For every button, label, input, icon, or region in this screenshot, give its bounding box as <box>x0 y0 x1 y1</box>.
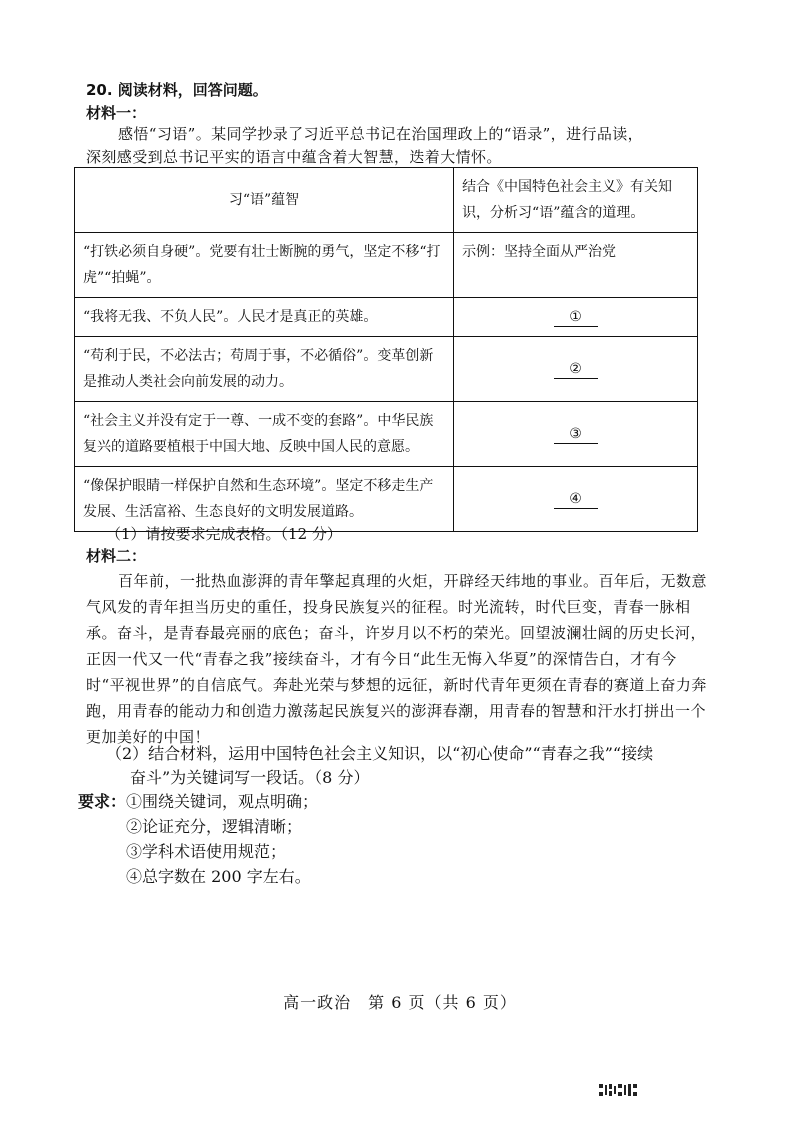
barcode-icon <box>598 1083 638 1097</box>
material2-label: 材料二： <box>86 547 147 565</box>
requirements-label: 要求： <box>78 792 127 811</box>
material1-intro-line1: 感悟“习语”。某同学抄录了习近平总书记在治国理政上的“语录”，进行品读， <box>118 125 644 143</box>
requirement-item: ④总字数在 200 字左右。 <box>126 867 311 886</box>
requirement-item: ③学科术语使用规范； <box>126 842 287 861</box>
table-cell-answer-blank <box>454 337 698 402</box>
material2-paragraph: 百年前，一批热血澎湃的青年擎起真理的火炬，开辟经天纬地的事业。百年后，无数意气风发的青年担当历史的重任，投身民族复兴的征程。时光流转，时代巨变，青春一脉相承。奋斗，是青春最亮丽的底色；奋斗，许岁月以不朽的荣光。回望波澜壮阔的历史长河，正因一代又一代“青春之我”接续奋斗，才有今日“此生无悔入华夏”的深情告白，才有今时“平视世界”的自信底气。奔赴光荣与梦想的远征，新时代青年更须在青春的赛道上奋力奔跑，用青春的能动力和创造力激荡起民族复兴的澎湃春潮，用青春的智慧和汗水打拼出一个更加美好的中国！ <box>86 572 708 746</box>
table-header-row <box>75 168 698 233</box>
answer-blank-1: ① <box>554 308 598 327</box>
answer-blank-3: ③ <box>554 425 598 444</box>
table-row <box>75 233 698 298</box>
sub-question-1: （1）请按要求完成表格。（12 分） <box>106 525 342 543</box>
table-header-right: 结合《中国特色社会主义》有关知识，分析习“语”蕴含的道理。 <box>454 168 698 233</box>
requirement-item: ①围绕关键词，观点明确； <box>126 792 319 811</box>
sub-question-2-line2: 奋斗”为关键词写一段话。（8 分） <box>130 768 370 787</box>
answer-blank-2: ② <box>554 360 598 379</box>
table-cell-answer-blank <box>454 467 698 532</box>
table-header-left: 习“语”蕴智 <box>75 168 454 233</box>
page-footer: 高一政治 第 6 页（共 6 页） <box>283 993 517 1012</box>
table-cell-example: 示例：坚持全面从严治党 <box>454 233 698 298</box>
table-cell-answer-blank <box>454 298 698 337</box>
sub-question-2-line1: （2）结合材料，运用中国特色社会主义知识，以“初心使命”“青春之我”“接续 <box>106 744 654 763</box>
table-row <box>75 337 698 402</box>
table-cell-quote: “社会主义并没有定于一尊、一成不变的套路”。中华民族复兴的道路要植根于中国大地、反映中国人民的意愿。 <box>75 402 454 467</box>
table-row <box>75 467 698 532</box>
table-cell-quote: “我将无我、不负人民”。人民才是真正的英雄。 <box>75 298 454 337</box>
quote-analysis-table <box>74 167 698 532</box>
question-title: 20. 阅读材料，回答问题。 <box>86 81 268 99</box>
table-cell-answer-blank <box>454 402 698 467</box>
material1-label: 材料一： <box>86 104 147 122</box>
material1-intro-line2: 深刻感受到总书记平实的语言中蕴含着大智慧，迭着大情怀。 <box>86 148 502 166</box>
table-row <box>75 298 698 337</box>
table-cell-quote: “像保护眼睛一样保护自然和生态环境”。坚定不移走生产发展、生活富裕、生态良好的文明发展道路。 <box>75 467 454 532</box>
requirement-item: ②论证充分，逻辑清晰； <box>126 817 303 836</box>
table-cell-quote: “打铁必须自身硬”。党要有壮士断腕的勇气，坚定不移“打虎”“拍蝇”。 <box>75 233 454 298</box>
table-cell-quote: “苟利于民，不必法古；苟周于事，不必循俗”。变革创新是推动人类社会向前发展的动力。 <box>75 337 454 402</box>
table-row <box>75 402 698 467</box>
answer-blank-4: ④ <box>554 490 598 509</box>
